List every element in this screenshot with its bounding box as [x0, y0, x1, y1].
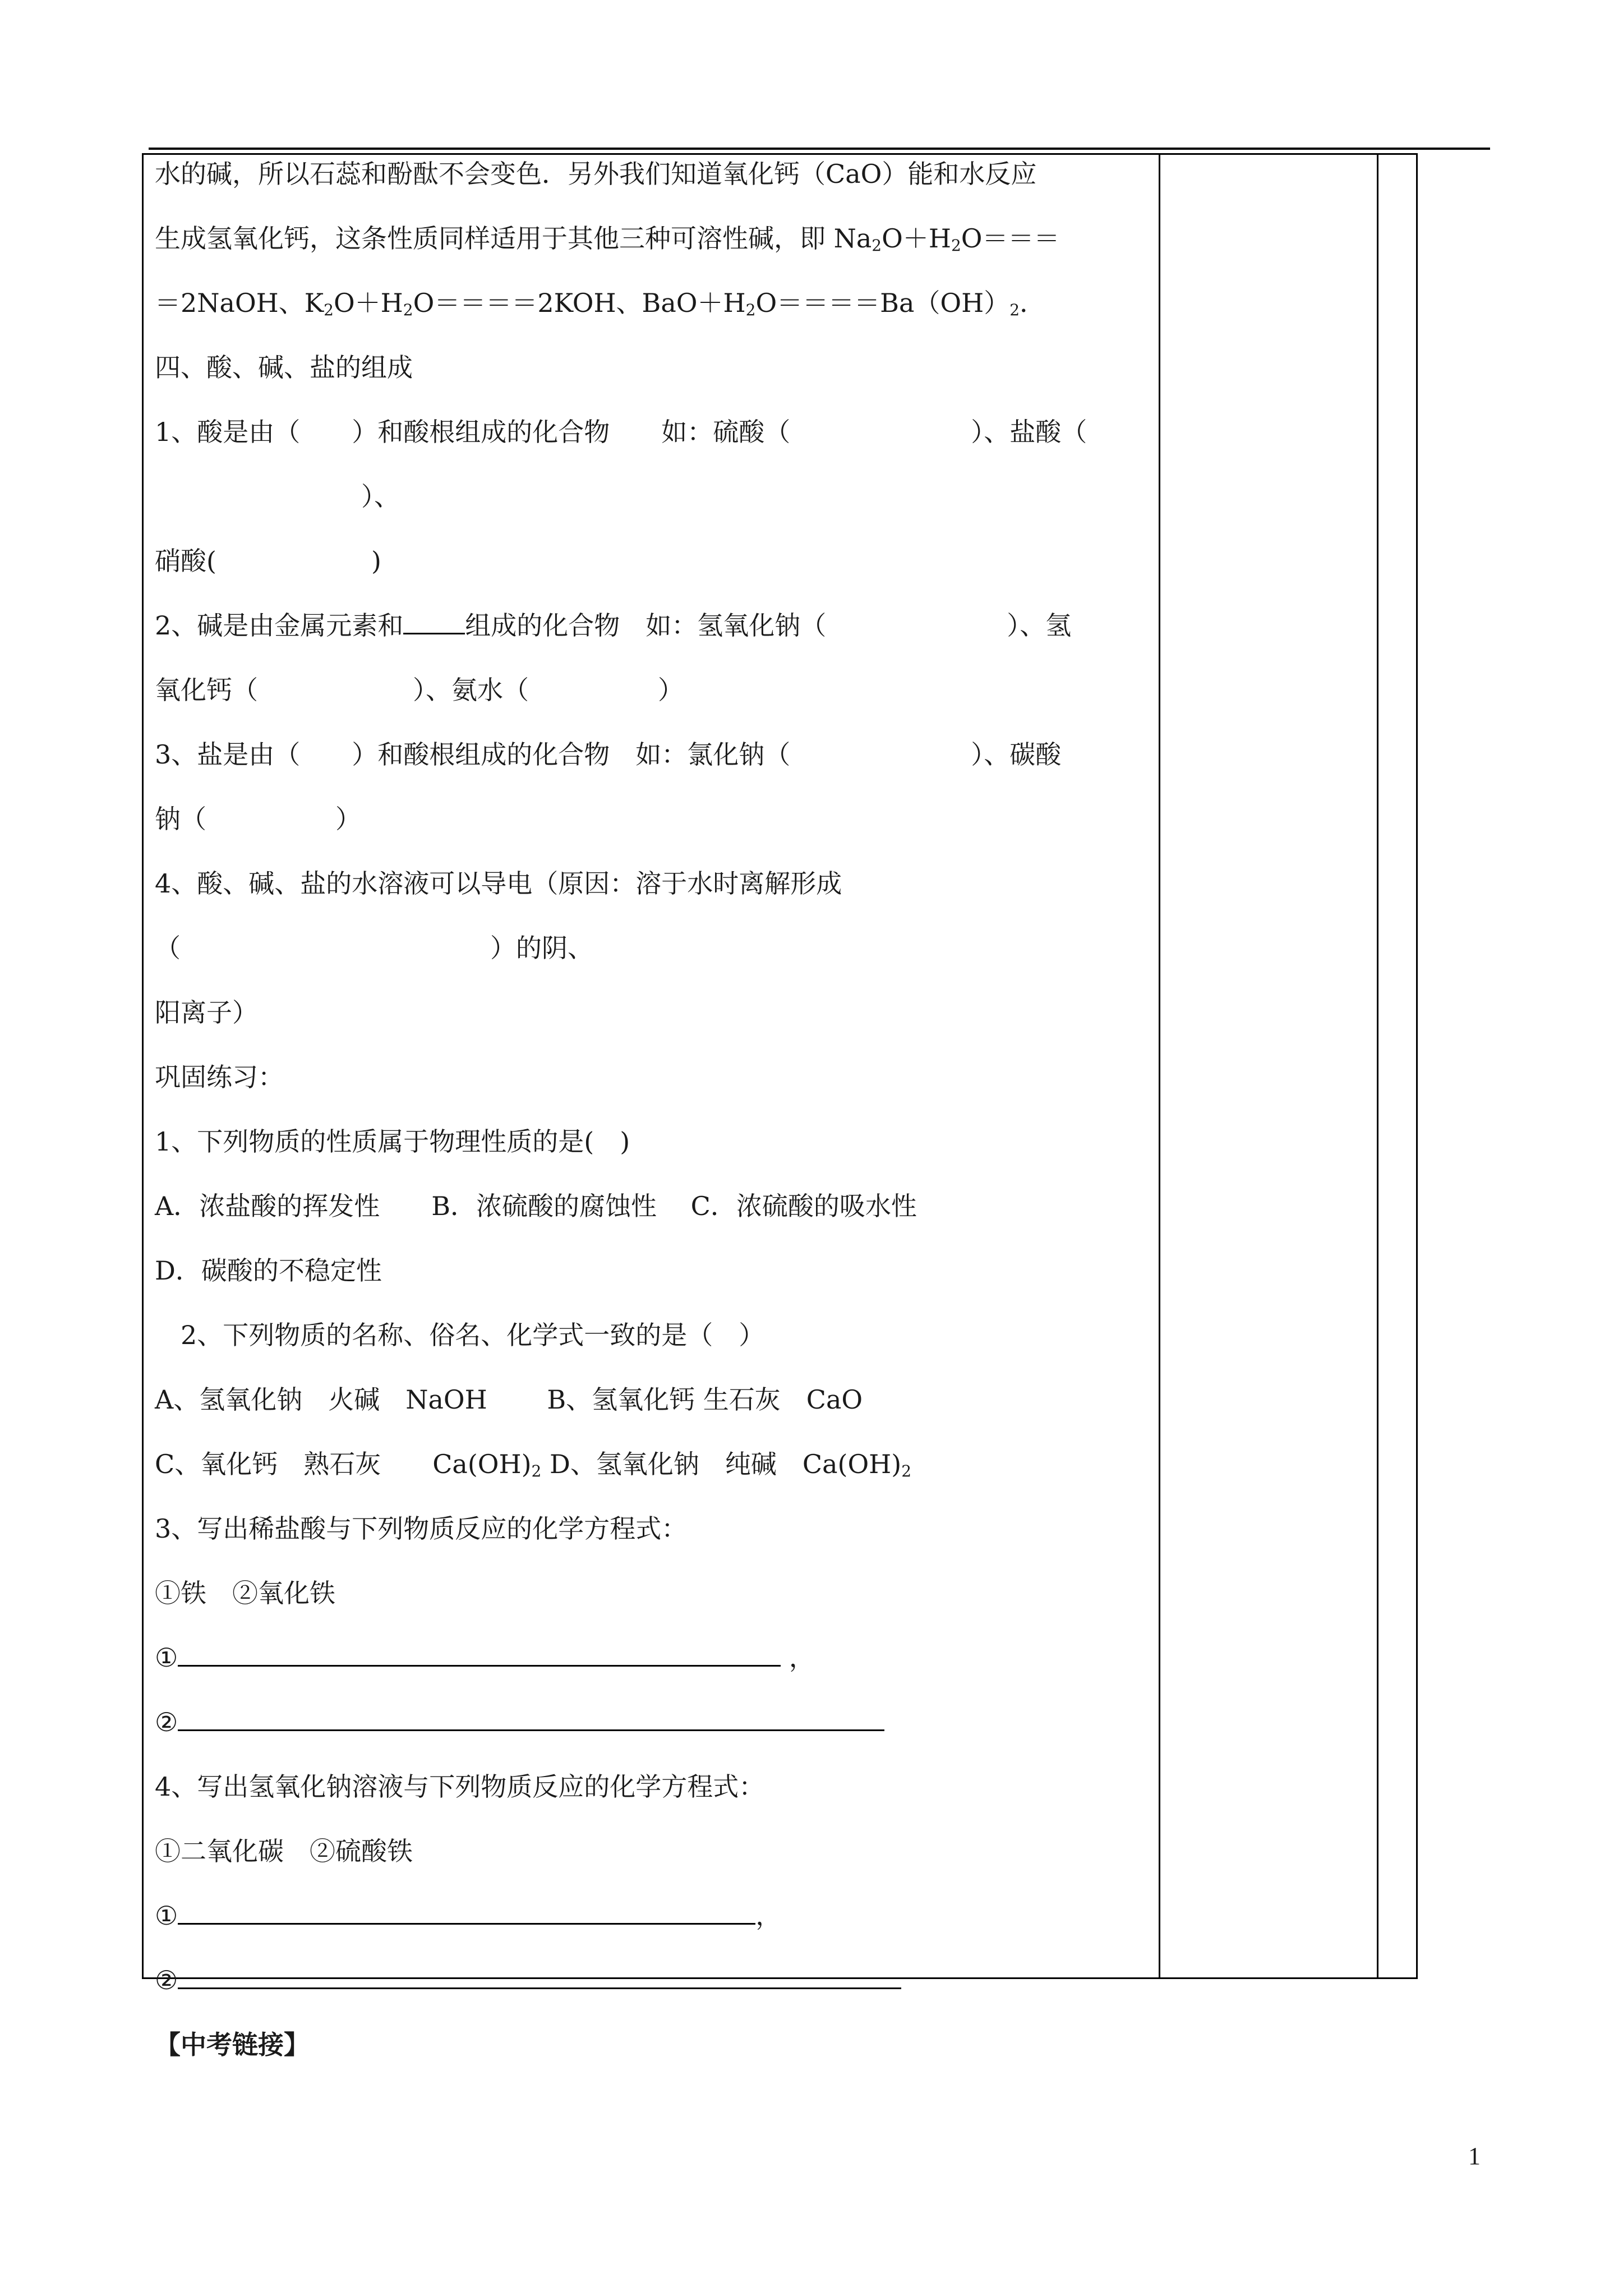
practice-4-items: ①二氧化碳 ②硫酸铁 [155, 1836, 413, 1866]
equation-text: O＋H [882, 223, 951, 254]
practice-3-answer-2: ② [155, 1705, 884, 1739]
question-1-line-1: 1、酸是由（ ）和酸根组成的化合物 如：硫酸（ ）、盐酸（ [155, 417, 1087, 447]
question-4-line-1: 4、酸、碱、盐的水溶液可以导电（原因：溶于水时离解形成 [155, 868, 842, 899]
continuation-line-1 [155, 157, 1036, 191]
practice-4-answer-1: ① ， [155, 1901, 782, 1931]
header-rule [149, 148, 1490, 150]
subscript: 2 [531, 1462, 542, 1480]
question-1-line-3: 硝酸( ) [155, 546, 381, 576]
subscript: 2 [745, 301, 756, 319]
practice-1-question: 1、下列物质的性质属于物理性质的是( ) [155, 1126, 630, 1157]
subscript: 2 [951, 236, 961, 255]
practice-2-options-cd: C、氧化钙 熟石灰 $Ca(OH)_2$ D、氢氧化钠 纯碱 $Ca(OH)_2$ [155, 1449, 912, 1480]
subscript: 2 [872, 236, 882, 255]
equation-text: O＝＝＝ [961, 223, 1060, 254]
practice-1-option-d: D．碳酸的不稳定性 [155, 1255, 382, 1286]
practice-3-answer-1: ① ， [155, 1642, 815, 1673]
practice-4-answer-2: ② [155, 1963, 901, 1997]
practice-heading: 巩固练习： [155, 1062, 284, 1092]
practice-2-question: 2、下列物质的名称、俗名、化学式一致的是（ ） [155, 1320, 765, 1350]
continuation-line-3 [155, 286, 1045, 320]
practice-1-options: A．浓盐酸的挥发性 B．浓硫酸的腐蚀性 C．浓硫酸的吸水性 [155, 1191, 917, 1221]
continuation-line-2 [155, 222, 1060, 255]
equation-text: O＝＝＝＝2KOH、BaO＋H [413, 288, 746, 318]
answer-blank[interactable] [178, 1899, 755, 1925]
practice-4-question: 4、写出氢氧化钠溶液与下列物质反应的化学方程式： [155, 1772, 765, 1802]
fill-blank[interactable] [403, 610, 465, 634]
column-divider-1 [1159, 155, 1160, 1977]
subscript: 2 [324, 301, 334, 319]
question-3-line-1: 3、盐是由（ ）和酸根组成的化合物 如：氯化钠（ ）、碳酸 [155, 739, 1062, 770]
equation-text: O＝＝＝＝Ba（OH） [755, 288, 1010, 318]
continuation-text-1: 水的碱，所以石蕊和酚酞不会变色．另外我们知道氧化钙（CaO）能和水反应 [155, 159, 1037, 189]
equation-text: O＋H [333, 288, 403, 318]
column-divider-2 [1377, 155, 1378, 1977]
equation-text: ． [1020, 288, 1046, 318]
question-3-line-2: 钠（ ） [155, 804, 361, 834]
question-1-line-2: ）、 [155, 481, 400, 512]
equation-text: 生成氢氧化钙，这条性质同样适用于其他三种可溶性碱，即 Na [155, 223, 872, 254]
question-4-line-3: 阳离子） [155, 997, 258, 1028]
subscript: 2 [901, 1462, 912, 1480]
practice-2-options-ab: A、氢氧化钠 火碱 NaOH B、氢氧化钙 生石灰 CaO [155, 1384, 863, 1415]
question-4-line-2: （ ）的阴、 [155, 933, 593, 963]
answer-blank[interactable] [178, 1964, 901, 1989]
practice-3-items: ①铁 ②氧化铁 [155, 1578, 335, 1608]
page-number: 1 [1468, 2142, 1481, 2170]
question-2-line-1: 2、碱是由金属元素和 组成的化合物 如：氢氧化钠（ ）、氢 [155, 610, 1072, 641]
subscript: 2 [403, 301, 413, 319]
practice-3-question: 3、写出稀盐酸与下列物质反应的化学方程式： [155, 1513, 688, 1544]
section-heading: 四、酸、碱、盐的组成 [155, 352, 413, 383]
subscript: 2 [1009, 301, 1020, 319]
question-2-line-2: 氧化钙（ ）、氨水（ ） [155, 675, 684, 705]
exam-link-heading: 【中考链接】 [155, 2030, 310, 2060]
answer-blank[interactable] [178, 1641, 781, 1667]
answer-blank[interactable] [178, 1706, 884, 1731]
equation-text: ＝2NaOH、K [155, 288, 324, 318]
